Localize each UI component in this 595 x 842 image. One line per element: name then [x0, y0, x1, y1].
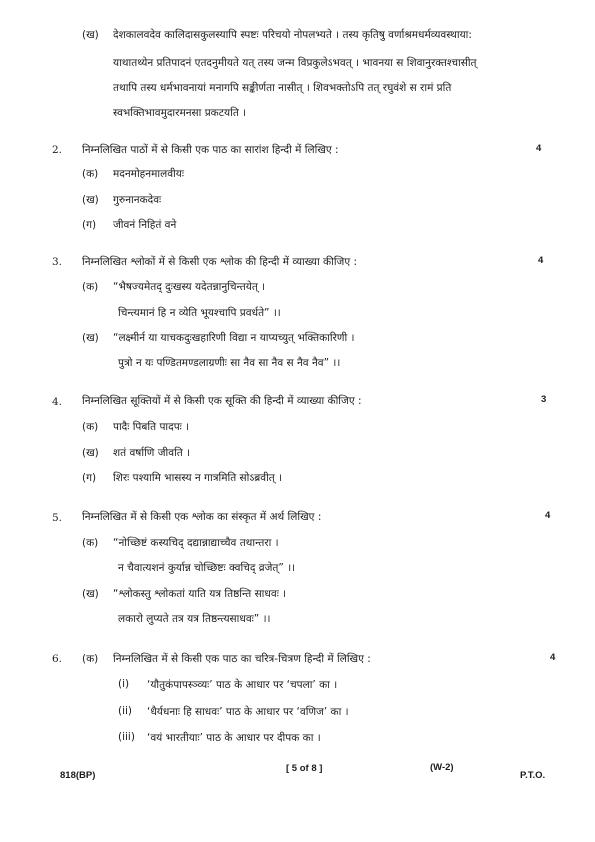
- q2-option-label: (ख): [82, 194, 99, 206]
- q6-item-label: (ii): [118, 705, 133, 717]
- q5b-line-1: “श्लोकस्तु श्लोकतां याति यत्र तिष्ठन्ति साधवः ।: [113, 588, 287, 600]
- q3-number: 3.: [52, 256, 63, 268]
- q6-item-label: (iii): [118, 731, 135, 743]
- q5a-line-1: “नोच्छिष्टं कस्यचिद् दद्यान्नाद्याच्चैव तथान्तरा ।: [113, 537, 279, 549]
- q6-item-text: ‘वयं भारतीयाः’ पाठ के आधार पर दीपक का ।: [147, 732, 321, 744]
- q6-part-label: (क): [82, 653, 99, 665]
- q2-option-label: (ग): [82, 219, 97, 231]
- q5-text: निम्नलिखित में से किसी एक श्लोक का संस्कृत में अर्थ लिखिए :: [82, 511, 322, 523]
- q3-text: निम्नलिखित श्लोकों में से किसी एक श्लोक की हिन्दी में व्याख्या कीजिए :: [82, 256, 358, 268]
- q3b-line-2: पुत्रो न यः पण्डितमण्डलाग्रणीः सा नैव सा नैव स नैव नैव” ।।: [118, 357, 341, 369]
- q5b-line-2: लकारो लुप्यते तत्र यत्र तिष्ठन्त्यसाधवः” ।।: [118, 613, 271, 625]
- q2-option-text: मदनमोहनमालवीयः: [113, 168, 184, 180]
- q3-marks: 4: [538, 255, 544, 266]
- q2-marks: 4: [536, 143, 542, 154]
- q2-option-label: (क): [82, 168, 99, 180]
- q5b-label: (ख): [82, 588, 99, 600]
- q6-marks: 4: [550, 652, 556, 663]
- paper-set: (W-2): [430, 762, 454, 773]
- q4-option-label: (ग): [82, 472, 97, 484]
- q1b-line-3: तथापि तस्य धर्मभावनायां मनागपि सङ्कीर्णता नासीत् । शिवभक्तोऽपि तत् रघुवंशे स रामं प्रति: [113, 82, 452, 94]
- q6-item-label: (i): [118, 678, 130, 690]
- q6-number: 6.: [52, 653, 63, 665]
- q3a-line-2: चिन्त्यमानं हि न व्येति भूयश्चापि प्रवर्धते” ।।: [118, 307, 281, 319]
- q4-marks: 3: [541, 394, 547, 405]
- q5a-label: (क): [82, 537, 99, 549]
- please-turn-over: P.T.O.: [520, 770, 546, 781]
- q6-item-text: ‘यौतुकंपापस्ञ्व्यः’ पाठ के आधार पर ‘चपला’ का ।: [147, 679, 338, 691]
- q3a-label: (क): [82, 281, 99, 293]
- q4-option-text: पादैः पिबति पादपः ।: [113, 421, 190, 433]
- page-indicator: [ 5 of 8 ]: [286, 763, 323, 774]
- q5-number: 5.: [52, 512, 63, 524]
- paper-code: 818(BP): [60, 770, 96, 781]
- q3b-label: (ख): [82, 332, 99, 344]
- q4-number: 4.: [52, 396, 63, 408]
- q6-item-text: ‘धैर्यधनाः हि साधवः’ पाठ के आधार पर ‘वणिज’ का ।: [147, 706, 349, 718]
- q4-option-label: (क): [82, 421, 99, 433]
- q4-option-label: (ख): [82, 447, 99, 459]
- q3a-line-1: “भैषज्यमेतद् दुःखस्य यदेतन्नानुचिन्तयेत् ।: [113, 281, 266, 293]
- q2-text: निम्नलिखित पाठों में से किसी एक पाठ का सारांश हिन्दी में लिखिए :: [82, 144, 339, 156]
- q2-number: 2.: [52, 144, 63, 156]
- q6-text: निम्नलिखित में से किसी एक पाठ का चरित्र-चित्रण हिन्दी में लिखिए :: [113, 653, 371, 665]
- q1b-label: (ख): [82, 29, 99, 41]
- q4-option-text: शतं वर्षाणि जीवति ।: [113, 447, 191, 459]
- q2-option-text: गुरुनानकदेवः: [113, 194, 162, 206]
- q3b-line-1: “लक्ष्मीर्न या याचकदुःखहारिणी विद्या न याप्यच्युत् भक्तिकारिणी ।: [113, 332, 355, 344]
- q4-text: निम्नलिखित सूक्तियों में से किसी एक सूक्ति की हिन्दी में व्याख्या कीजिए :: [82, 395, 362, 407]
- q1b-line-4: स्वभक्तिभावमुदारमनसा प्रकटयति ।: [113, 107, 247, 119]
- q1b-line-1: देशकालवदेव कालिदासकुलस्यापि स्पष्टः परिचयो नोपलभ्यते । तस्य कृतिषु वर्णाश्रमधर्मव्यवस्थाया:: [113, 29, 472, 41]
- q4-option-text: शिरः पश्यामि भासस्य न गात्रमिति सोऽब्रवीत् ।: [113, 472, 283, 484]
- q2-option-text: जीवनं निहितं वने: [113, 219, 177, 231]
- q5a-line-2: न चैवात्यशनं कुर्यान्न चोच्छिष्टः क्वचिद् व्रजेत्” ।।: [118, 562, 296, 574]
- q1b-line-2: याथातथ्येन प्रतिपादनं एतदनुमीयते यत् तस्य जन्म विप्रकुलेऽभवत् । भावनया स शिवानुरक्तश्चासीत्: [113, 57, 477, 69]
- q5-marks: 4: [545, 510, 551, 521]
